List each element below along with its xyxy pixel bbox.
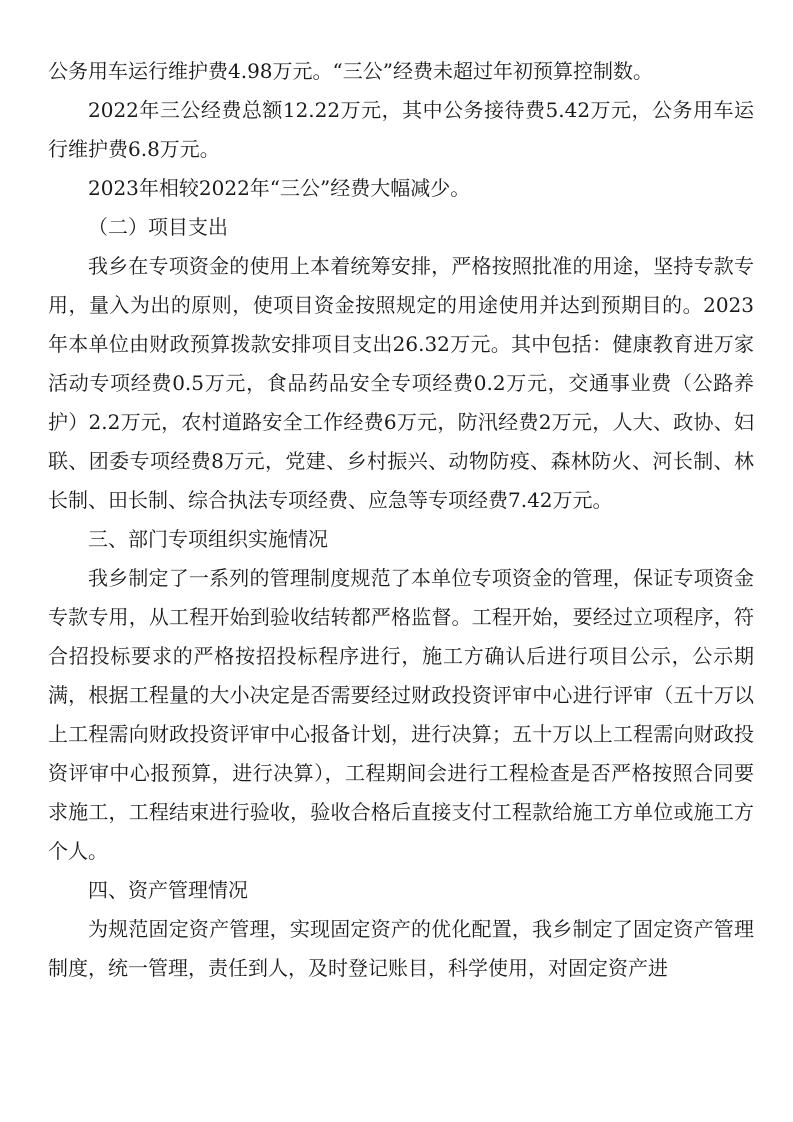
paragraph-continued: 公务用车运行维护费4.98万元。“三公”经费未超过年初预算控制数。 — [48, 59, 653, 83]
paragraph-special-implementation: 我乡制定了一系列的管理制度规范了本单位专项资金的管理，保证专项资金专款专用，从工程开始到验收结转都严格监督。工程开始，要经过立项程序，符合招投标要求的严格按招投标程序进行，施工方确认后进行项目公示，公示期满，根据工程量的大小决定是否需要经过财政投资评审中心进行评审（五十万以上工程需向财政投资评审中心报备计划，进行决算；五十万以上工程需向财政投资评审中心报预算，进行决算），工程期间会进行工程检查是否严格按照合同要求施工，工程结束进行验收，验收合格后直接支付工程款给施工方单位或施工方个人。 — [48, 566, 754, 863]
heading-special-implementation: 三、部门专项组织实施情况 — [88, 527, 328, 551]
paragraph-asset-management: 为规范固定资产管理，实现固定资产的优化配置，我乡制定了固定资产管理制度，统一管理，责任到人，及时登记账目，科学使用，对固定资产进 — [48, 917, 754, 980]
paragraph-project-expenditure: 我乡在专项资金的使用上本着统筹安排，严格按照批准的用途，坚持专款专用，量入为出的原则，使项目资金按照规定的用途使用并达到预期目的。2023年本单位由财政预算拨款安排项目支出26.32万元。其中包括：健康教育进万家活动专项经费0.5万元，食品药品安全专项经费0.2万元，交通事业费（公路养护）2.2万元，农村道路安全工作经费6万元，防汛经费2万元，人大、政协、妇联、团委专项经费8万元，党建、乡村振兴、动物防疫、森林防火、河长制、林长制、田长制、综合执法专项经费、应急等专项经费7.42万元。 — [48, 254, 754, 512]
paragraph-2022-expenses: 2022年三公经费总额12.22万元，其中公务接待费5.42万元，公务用车运行维护费6.8万元。 — [48, 98, 754, 161]
heading-asset-management: 四、资产管理情况 — [88, 878, 248, 902]
heading-project-expenditure: （二）项目支出 — [88, 215, 228, 239]
document-page — [48, 52, 754, 988]
paragraph-2023-comparison: 2023年相较2022年“三公”经费大幅减少。 — [88, 176, 471, 200]
